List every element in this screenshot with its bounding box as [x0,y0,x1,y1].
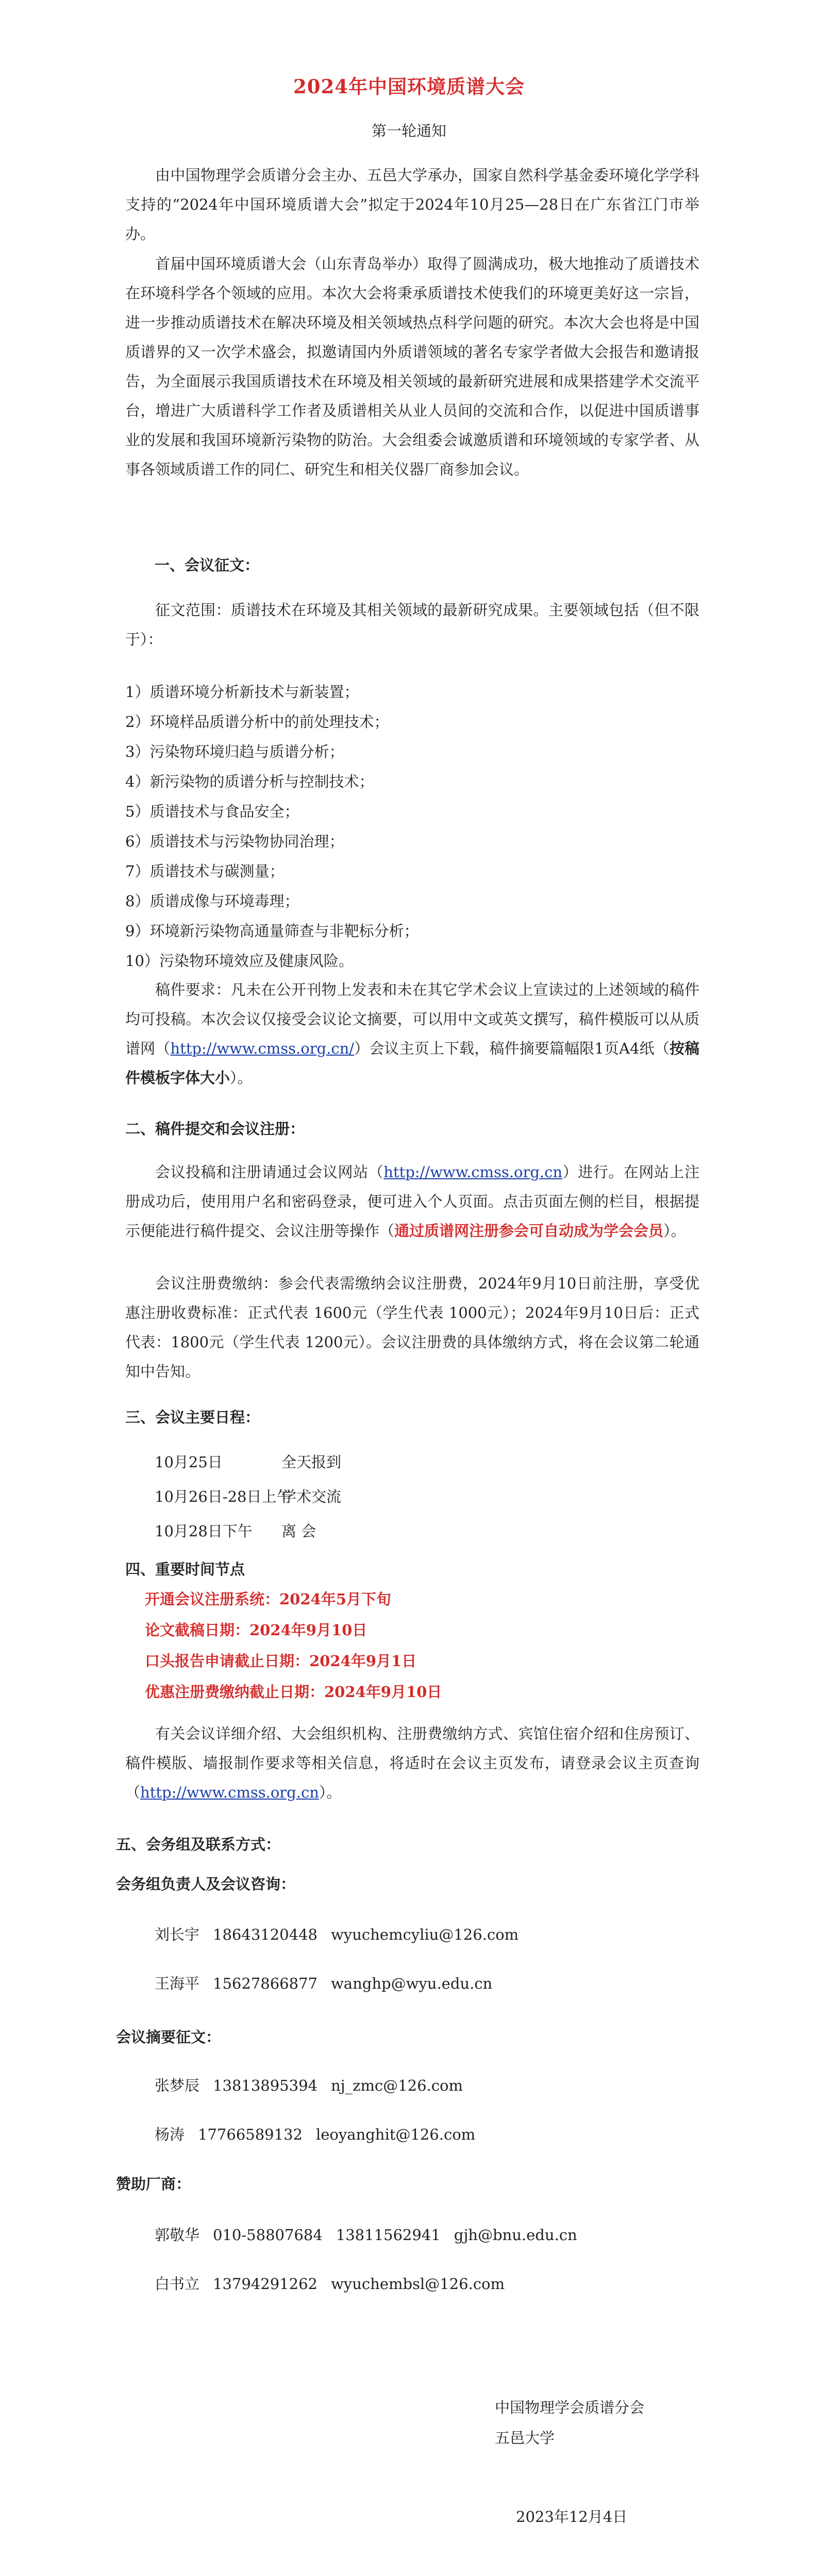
membership-note: 通过质谱网注册参会可自动成为学会会员 [394,1222,664,1240]
contact-name: 张梦辰 [155,2077,200,2094]
submission-paragraph [125,1158,699,1246]
contact-row [155,2075,463,2096]
contact-name: 王海平 [155,1975,200,1992]
contact-name: 刘长宇 [155,1926,200,1943]
contact-name: 白书立 [155,2275,200,2293]
contact-email[interactable]: wyuchembsl@126.com [330,2275,505,2293]
contact-group-title: 赞助厂商： [116,2175,191,2193]
requirements-text: ）会议主页上下载，稿件摘要篇幅限1页A4纸（ [354,1040,670,1057]
submission-text: ）。 [663,1222,686,1240]
contact-row [155,1973,492,1994]
deadline-item: 口头报告申请截止日期：2024年9月1日 [145,1652,417,1670]
contact-name: 郭敬华 [155,2226,200,2244]
contact-email[interactable]: nj_zmc@126.com [330,2077,463,2094]
contact-group-title: 会议摘要征文： [116,2028,221,2046]
topic-item: 3）污染物环境归趋与质谱分析； [125,743,344,760]
contact-row [155,2225,577,2245]
section1-scope: 征文范围：质谱技术在环境及其相关领域的最新研究成果。主要领域包括（但不限于）： [125,601,699,648]
section3-heading: 三、会议主要日程： [125,1409,260,1426]
schedule-row [155,1521,316,1541]
template-note: 按稿件模板字体大小 [125,1040,699,1087]
contact-group-title: 会务组负责人及会议咨询： [116,1875,296,1893]
schedule-date: 10月25日 [155,1453,223,1471]
contact-phone: 13813895394 [213,2077,318,2094]
cmss-website-link[interactable]: http://www.cmss.org.cn/ [170,1040,355,1057]
info-note-text: 有关会议详细介绍、大会组织机构、注册费缴纳方式、宾馆住宿介绍和住房预订、稿件模版、墙报制作要求等相关信息，将适时在会议主页发布，请登录会议主页查询（ [125,1725,699,1801]
info-note-paragraph [125,1719,699,1807]
topic-item: 9）环境新污染物高通量筛查与非靶标分析； [125,922,419,940]
signature-date: 2023年12月4日 [516,2508,628,2526]
document-subtitle: 第一轮通知 [371,122,446,140]
topic-item: 1）质谱环境分析新技术与新装置； [125,683,359,701]
schedule-event: 离 会 [281,1522,316,1540]
contact-phone: 18643120448 [213,1926,318,1943]
signature-host: 五邑大学 [495,2429,555,2447]
contact-phone: 17766589132 [198,2126,303,2143]
conference-website-link[interactable]: http://www.cmss.org.cn [383,1163,563,1181]
deadline-item: 论文截稿日期：2024年9月10日 [145,1621,368,1639]
contact-phone: 010-58807684 [213,2226,323,2244]
topic-item: 4）新污染物的质谱分析与控制技术； [125,773,374,790]
contact-row [155,2274,505,2294]
intro-paragraph-2: 首届中国环境质谱大会（山东青岛举办）取得了圆满成功，极大地推动了质谱技术在环境科学各个领域的应用。本次大会将秉承质谱技术使我们的环境更美好这一宗旨，进一步推动质谱技术在解决环境及相关领域热点科学问题的研究。本次大会也将是中国质谱界的又一次学术盛会，拟邀请国内外质谱领域的著名专家学者做大会报告和邀请报告，为全面展示我国质谱技术在环境及相关领域的最新研究进展和成果搭建学术交流平台，增进广大质谱科学工作者及质谱相关从业人员间的交流和合作，以促进中国质谱事业的发展和我国环境新污染物的防治。大会组委会诚邀质谱和环境领域的专家学者、从事各领域质谱工作的同仁、研究生和相关仪器厂商参加会议。 [125,255,699,478]
contact-row [155,1924,519,1945]
contact-email[interactable]: gjh@bnu.edu.cn [454,2226,577,2244]
document-title: 2024年中国环境质谱大会 [293,75,525,98]
conference-homepage-link[interactable]: http://www.cmss.org.cn [140,1784,319,1801]
contact-phone: 13794291262 [213,2275,318,2293]
submission-text: ）进行。在网站上注册成功后，使用用户名和密码登录，便可进入个人页面。点击页面左侧的栏目，根据提示便能进行稿件提交、会议注册等操作（ [125,1163,699,1240]
contact-phone: 15627866877 [213,1975,318,1992]
topic-item: 2）环境样品质谱分析中的前处理技术； [125,713,389,731]
contact-email[interactable]: wanghp@wyu.edu.cn [330,1975,493,1992]
topic-item: 7）质谱技术与碳测量； [125,862,285,880]
info-note-text: ）。 [319,1784,342,1801]
submission-text: 会议投稿和注册请通过会议网站（ [155,1163,384,1181]
contact-email[interactable]: wyuchemcyliu@126.com [330,1926,519,1943]
signature-organizer: 中国物理学会质谱分会 [495,2399,645,2416]
schedule-date: 10月26日-28日上午 [155,1488,292,1505]
schedule-event: 学术交流 [281,1488,342,1505]
schedule-row [155,1452,341,1472]
contact-phone-2: 13811562941 [336,2226,441,2244]
manuscript-requirements [125,975,699,1093]
deadline-item: 优惠注册费缴纳截止日期：2024年9月10日 [145,1683,442,1701]
section4-heading: 四、重要时间节点 [125,1561,245,1578]
topic-item: 10）污染物环境效应及健康风险。 [125,952,354,970]
schedule-date: 10月28日下午 [155,1522,253,1540]
contact-name: 杨涛 [155,2126,185,2143]
section1-heading: 一、会议征文： [155,556,260,574]
requirements-text: 稿件要求：凡未在公开刊物上发表和未在其它学术会议上宣读过的上述领域的稿件均可投稿。本次会议仅接受会议论文摘要，可以用中文或英文撰写，稿件模版可以从质谱网（ [125,981,699,1057]
schedule-event: 全天报到 [281,1453,342,1471]
intro-paragraph-1: 由中国物理学会质谱分会主办、五邑大学承办，国家自然科学基金委环境化学学科支持的“2024年中国环境质谱大会”拟定于2024年10月25—28日在广东省江门市举办。 [125,166,699,243]
contact-email[interactable]: leoyanghit@126.com [315,2126,476,2143]
schedule-row [155,1486,341,1507]
topic-item: 5）质谱技术与食品安全； [125,803,299,820]
requirements-text: ）。 [230,1069,253,1087]
section5-heading: 五、会务组及联系方式： [116,1836,281,1853]
section2-heading: 二、稿件提交和会议注册： [125,1120,305,1138]
topic-item: 8）质谱成像与环境毒理； [125,892,299,910]
registration-fee-paragraph: 会议注册费缴纳：参会代表需缴纳会议注册费，2024年9月10日前注册，享受优惠注册收费标准：正式代表 1600元（学生代表 1000元）；2024年9月10日后：正式代表：1800元（学生代表 1200元）。会议注册费的具体缴纳方式，将在会议第二轮通知中告知。 [125,1275,699,1380]
contact-row [155,2124,475,2145]
deadline-item: 开通会议注册系统：2024年5月下旬 [145,1590,391,1608]
topic-item: 6）质谱技术与污染物协同治理； [125,833,344,850]
